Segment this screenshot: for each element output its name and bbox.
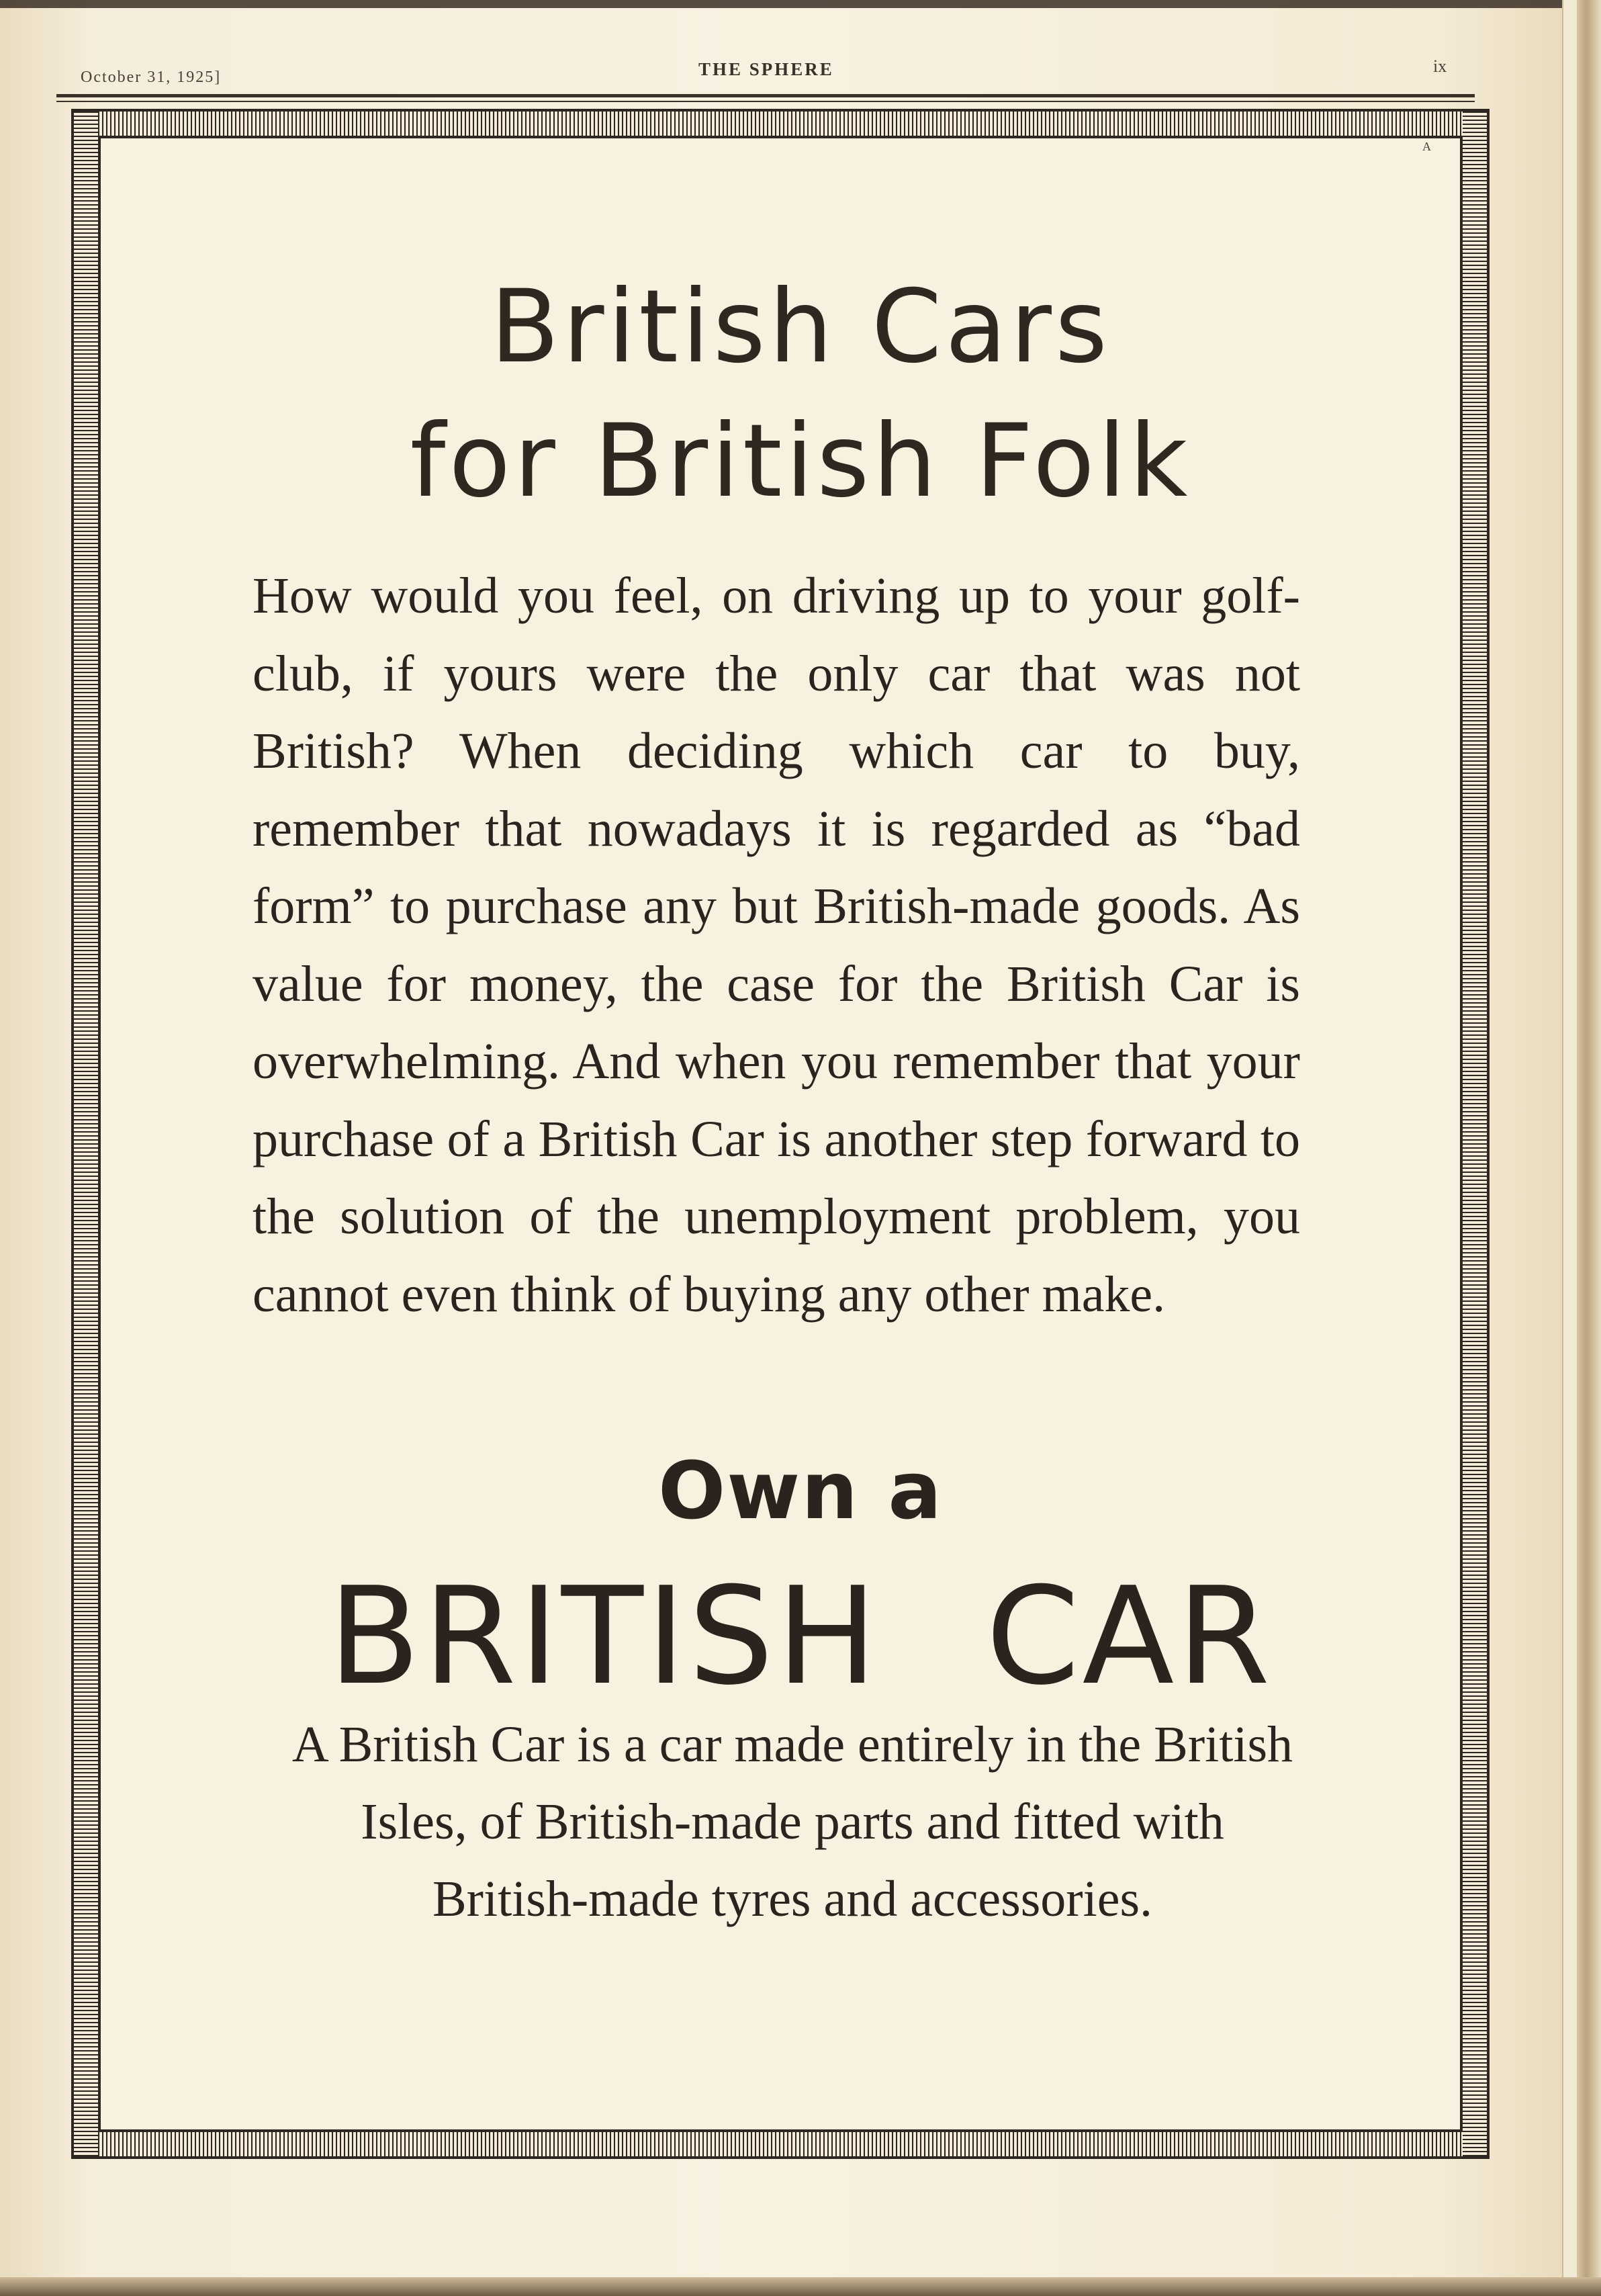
running-head — [0, 52, 1545, 93]
headline-line-1: British Cars — [490, 269, 1111, 386]
header-rule-thin — [56, 101, 1475, 102]
publication-title: THE SPHERE — [698, 59, 834, 79]
slogan-small: Own a — [657, 1444, 944, 1537]
page-bottom-shadow — [0, 2277, 1601, 2296]
frame-mark: A — [1422, 140, 1431, 153]
headline-line-2: for British Folk — [410, 403, 1191, 520]
british-car-definition: A British Car is a car made entirely in the British Isles, of British-made parts and fitted with British-made tyres and accessories. — [291, 1716, 1293, 1927]
slogan-large: BRITISH CAR — [328, 1558, 1273, 1715]
header-rule — [56, 94, 1475, 97]
page-top-shadow — [0, 0, 1601, 8]
issue-date: October 31, 1925] — [81, 69, 222, 86]
page-number: ix — [1433, 56, 1447, 76]
ad-body-copy: How would you feel, on driving up to your golf-club, if yours were the only car that was not British? When deciding which car to buy, remember that nowadays it is regarded as “bad form” to purchase any but British-made goods. As value for money, the case for the British Car is overwhelming. And when you remember that your purchase of a British Car is another step forward to the solution of the unemployment problem, you cannot even think of buying any other make. — [253, 568, 1300, 1323]
